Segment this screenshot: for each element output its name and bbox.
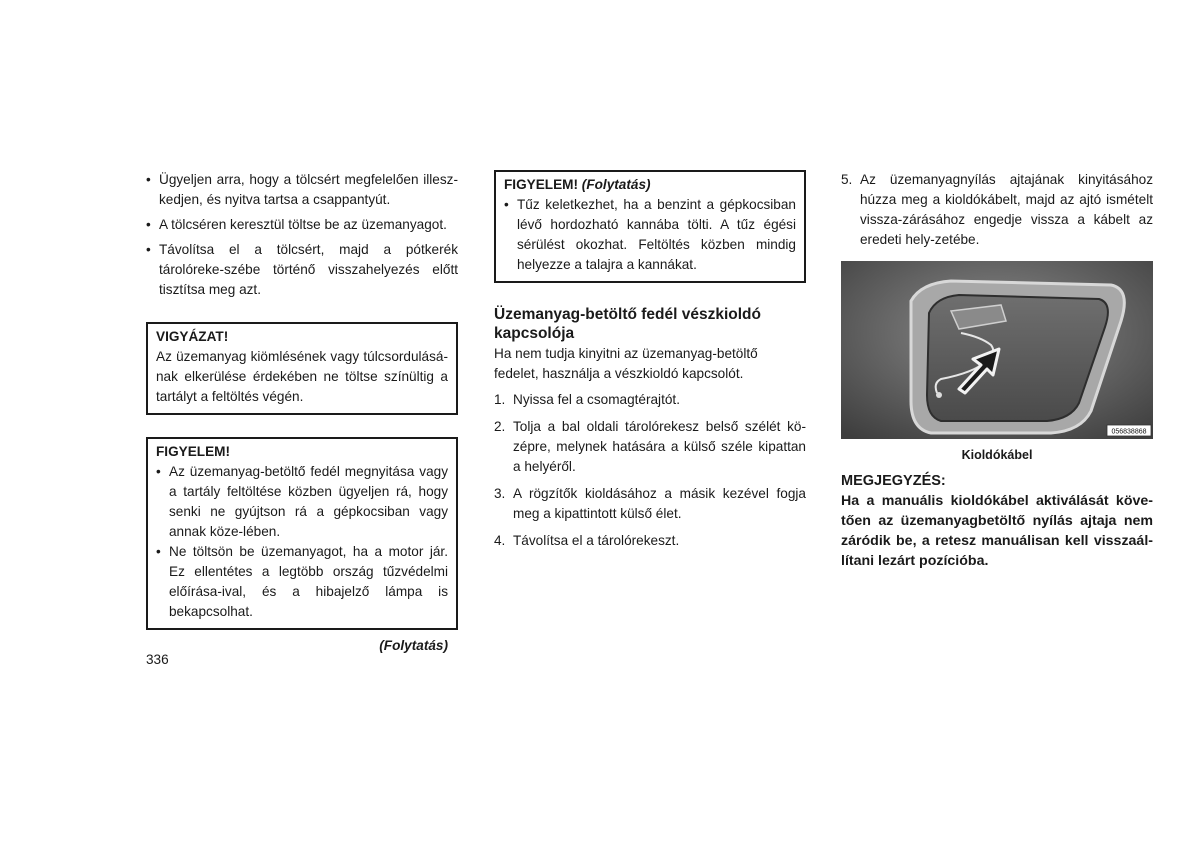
- warning-box: [146, 437, 458, 630]
- list-item: • Ügyeljen arra, hogy a tölcsért megfelelően illesz-kedjen, és nyitva tartsa a csappantyút.: [146, 170, 458, 210]
- page-number: 336: [146, 652, 169, 667]
- step-text: Nyissa fel a csomagtérajtót.: [513, 392, 680, 407]
- warning-title: FIGYELEM!: [156, 444, 231, 459]
- step-item: [841, 170, 1153, 250]
- step-item: [494, 390, 806, 410]
- note-title: MEGJEGYZÉS:: [841, 473, 946, 489]
- step-number: 4.: [494, 533, 506, 548]
- step-number: 3.: [494, 486, 506, 501]
- step-number: 5.: [841, 172, 853, 187]
- step-text: Távolítsa el a tárolórekeszt.: [513, 533, 680, 548]
- warning-title-suffix: (Folytatás): [581, 177, 651, 192]
- caution-text: Az üzemanyag kiömlésének vagy túlcsordulásá-nak elkerülése érdekében ne töltse színültig a tartályt a feltöltés végén.: [156, 349, 448, 404]
- step-text: Tolja a bal oldali tárolórekesz belső szélét kö-zépre, melynek hatására a külső széle kipattan a helyéről.: [513, 419, 806, 474]
- section-intro: Ha nem tudja kinyitni az üzemanyag-betöltő fedelet, használja a vészkioldó kapcsolót.: [494, 346, 758, 381]
- warning-title-text: FIGYELEM!: [504, 177, 579, 192]
- step-list: [494, 390, 806, 551]
- photo-caption: Kioldókábel: [961, 448, 1033, 462]
- step-number: 1.: [494, 392, 506, 407]
- right-column: [841, 170, 1153, 571]
- step-item: [494, 531, 806, 551]
- caution-box: [146, 322, 458, 415]
- warning-bullet-list: [504, 195, 796, 275]
- photo-code: 056838868: [1111, 428, 1147, 436]
- list-item: • Tűz keletkezhet, ha a benzint a gépkocsiban lévő hordozható kannába tölti. A tűz égési sérülést okozhat. Feltöltés közben mindig helyezze a talajra a kannákat.: [504, 195, 796, 275]
- list-item: • Ne töltsön be üzemanyagot, ha a motor jár. Ez ellentétes a legtöbb ország tűzvédelmi előírása-ival, és a hibajelző lámpa is bekapcsolhat.: [156, 542, 448, 622]
- release-cable-photo: [841, 261, 1153, 439]
- caution-title: VIGYÁZAT!: [156, 329, 229, 344]
- left-column: [146, 170, 458, 656]
- note-text: Ha a manuális kioldókábel aktiválását köve-tően az üzemanyagbetöltő nyílás ajtaja nem záródik be, a retesz manuálisan kell visszaál-lítani lezárt pozícióba.: [841, 493, 1153, 569]
- step-list: [841, 170, 1153, 250]
- list-item: • Távolítsa el a tölcsért, majd a pótkerék tárolóreke-szébe történő visszahelyezés előtt tisztítsa meg azt.: [146, 240, 458, 300]
- step-item: [494, 417, 806, 477]
- list-item: • Az üzemanyag-betöltő fedél megnyitása vagy a tartály feltöltése közben ügyeljen rá, hogy senki ne gyújtson rá a gépkocsiban vagy annak köze-lében.: [156, 462, 448, 542]
- step-text: Az üzemanyagnyílás ajtajának kinyitásához húzza meg a kioldókábelt, majd az ajtó ismételt vissza-zárásához engedje vissza a kábelt az eredeti hely-zetébe.: [860, 172, 1153, 247]
- section-heading: Üzemanyag-betöltő fedél vészkioldó kapcsolója: [494, 306, 761, 342]
- step-text: A rögzítők kioldásához a másik kezével fogja meg a kipattintott külső élet.: [513, 486, 806, 521]
- warning-title: [504, 175, 796, 195]
- step-item: [494, 484, 806, 524]
- middle-column: [494, 170, 806, 558]
- warning-bullet-list: [156, 462, 448, 622]
- step-number: 2.: [494, 419, 506, 434]
- warning-box-continued: [494, 170, 806, 283]
- list-item: • A tölcséren keresztül töltse be az üzemanyagot.: [146, 215, 458, 235]
- refuel-bullet-list: [146, 170, 458, 300]
- continued-label: (Folytatás): [379, 638, 448, 653]
